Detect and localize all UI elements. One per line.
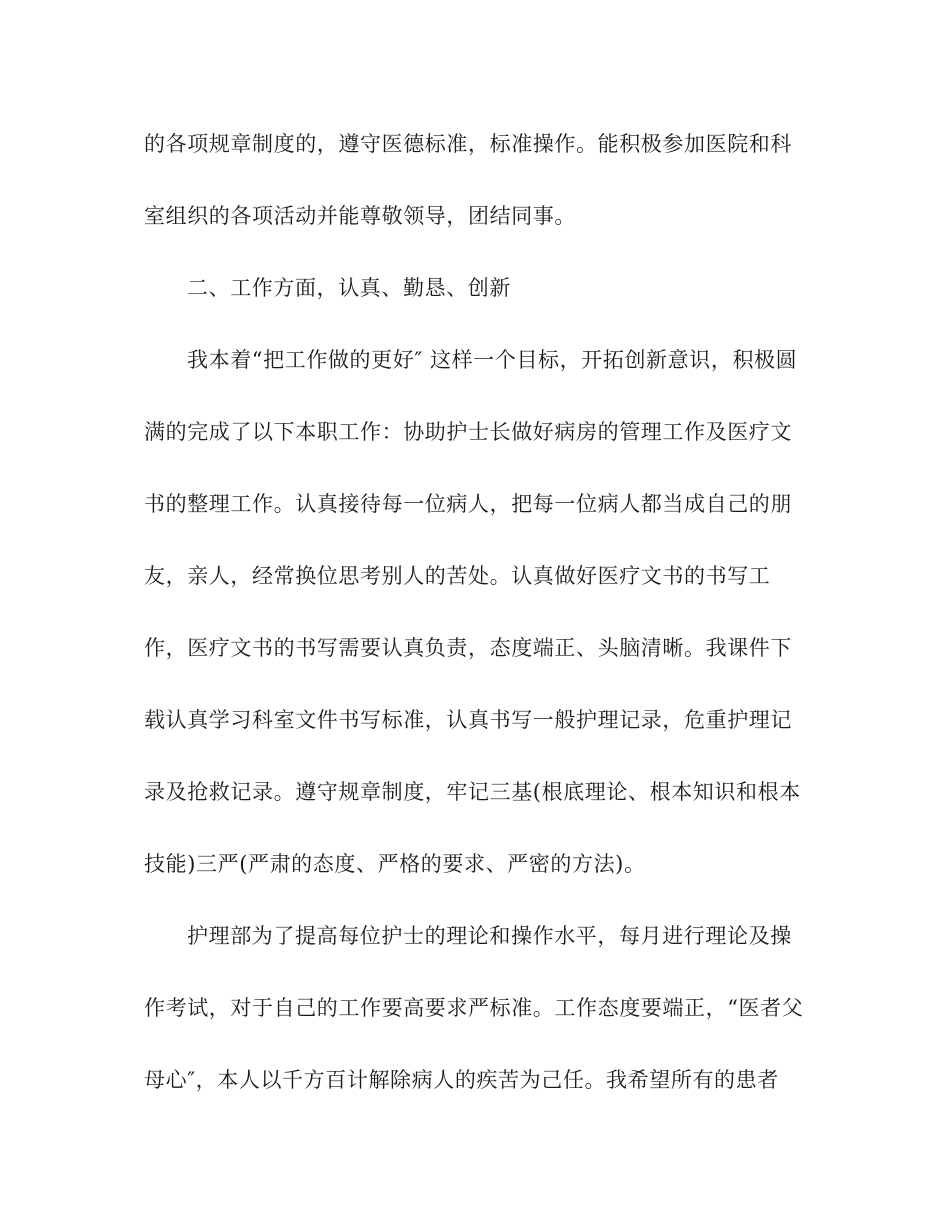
text-line: 室组织的各项活动并能尊敬领导，团结同事。 xyxy=(144,204,576,228)
text-line: 作考试，对于自己的工作要高要求严标准。工作态度要端正，“医者父 xyxy=(144,996,804,1020)
text-line: 满的完成了以下本职工作：协助护士长做好病房的管理工作及医疗文 xyxy=(144,420,792,444)
text-line: 友，亲人，经常换位思考别人的苦处。认真做好医疗文书的书写工 xyxy=(144,564,771,588)
text-line: 技能)三严(严肃的态度、严格的要求、严密的方法)。 xyxy=(144,852,646,876)
text-line: 母心″，本人以千方百计解除病人的疾苦为己任。我希望所有的患者 xyxy=(144,1068,779,1092)
text-line: 载认真学习科室文件书写标准，认真书写一般护理记录，危重护理记 xyxy=(144,708,792,732)
text-line: 护理部为了提高每位护士的理论和操作水平，每月进行理论及操 xyxy=(187,924,792,948)
text-line: 的各项规章制度的，遵守医德标准，标准操作。能积极参加医院和科 xyxy=(144,132,792,156)
text-line: 作，医疗文书的书写需要认真负责，态度端正、头脑清晰。我课件下 xyxy=(144,636,792,660)
text-line: 书的整理工作。认真接待每一位病人，把每一位病人都当成自己的朋 xyxy=(144,492,792,516)
section-heading: 二、工作方面，认真、勤恳、创新 xyxy=(187,276,511,300)
text-line: 我本着“把工作做的更好″ 这样一个目标，开拓创新意识，积极圆 xyxy=(187,348,798,372)
text-line: 录及抢救记录。遵守规章制度，牢记三基(根底理论、根本知识和根本 xyxy=(144,780,801,804)
